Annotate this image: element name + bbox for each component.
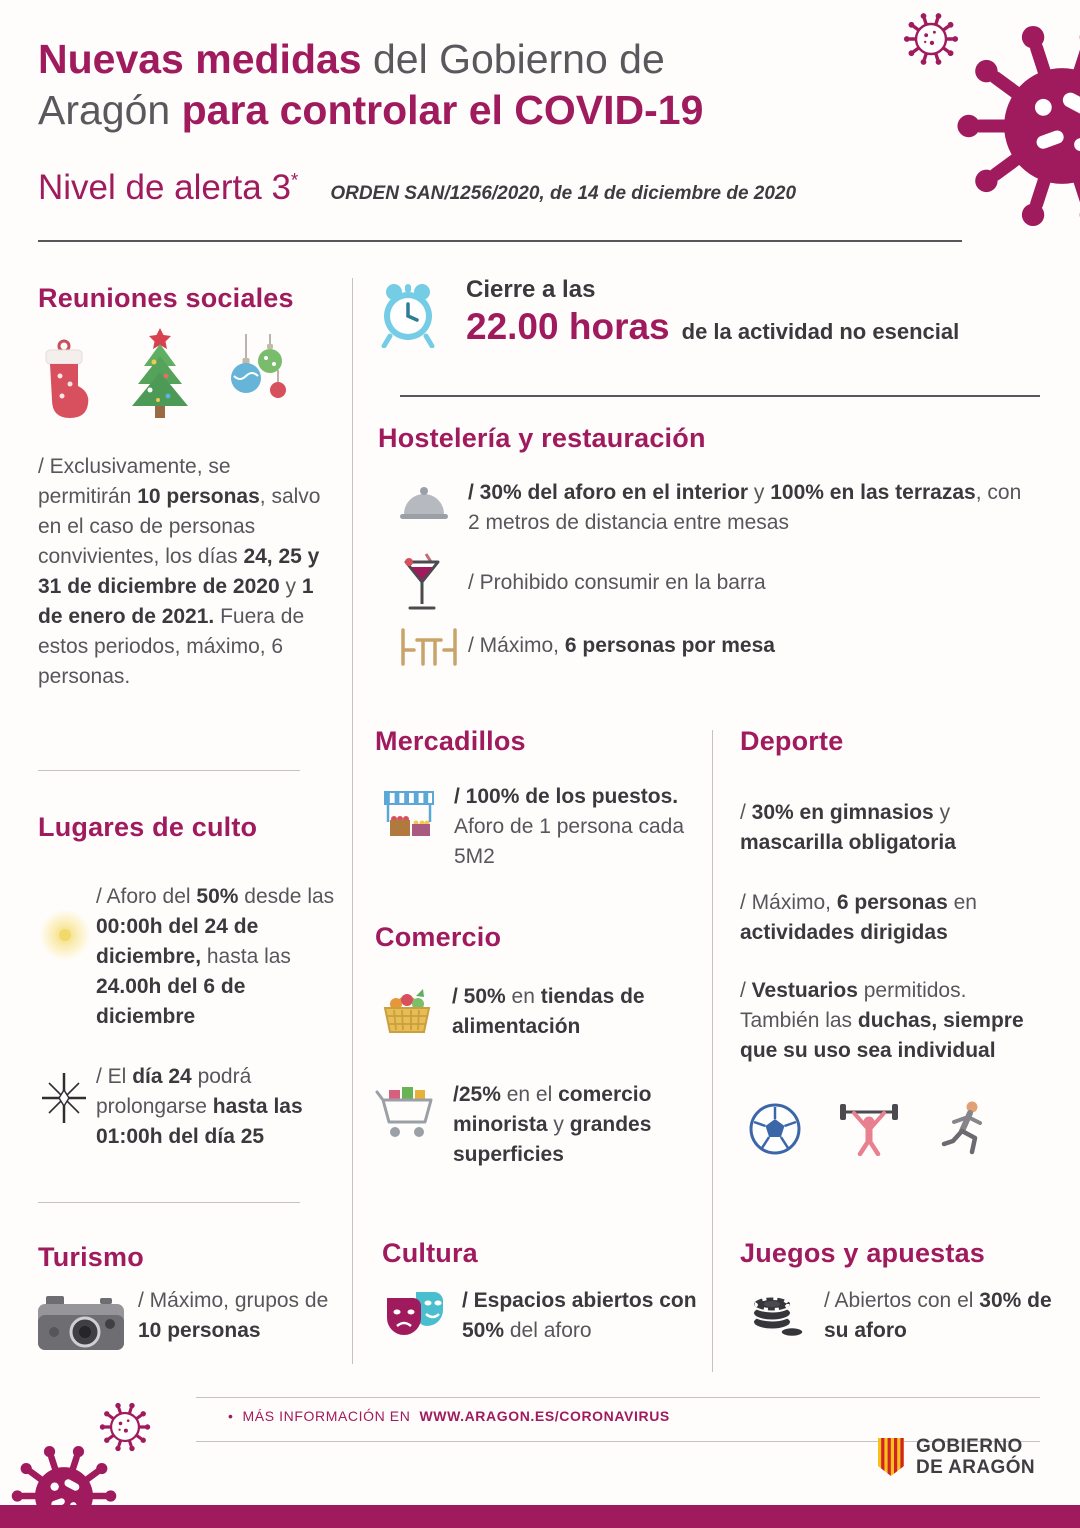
hospitality-item-bar [402,552,1042,621]
section-heading-hosteleria: Hostelería y restauración [378,423,706,453]
running-icon [936,1098,992,1156]
logo-line-1: GOBIERNO [916,1436,1023,1457]
table-chairs-icon [398,626,460,668]
hospitality-item-table-text: / Máximo, 6 personas por mesa [468,634,775,657]
footer-url[interactable]: WWW.ARAGON.ES/CORONAVIRUS [419,1408,670,1424]
worship-item-capacity-text: / Aforo del 50% desde las 00:00h del 24 de diciembre, hasta las 24.00h del 6 de diciembre [96,885,335,1028]
commerce-item-food [380,982,692,1042]
footer-info-label: MÁS INFORMACIÓN EN [242,1408,411,1424]
logo-text [916,1436,1035,1478]
grocery-basket-icon [380,984,434,1036]
hospitality-item-table [398,626,1038,673]
section-heading-reuniones-sociales: Reuniones sociales [38,283,294,313]
christmas-icons [38,326,290,426]
hospitality-item-capacity-text: / 30% del aforo en el interior y 100% en las terrazas, con 2 metros de distancia entre mesas [468,481,1022,534]
markets-item-text: / 100% de los puestos. Aforo de 1 persona cada 5M2 [454,785,684,868]
commerce-item-retail-text: /25% en el comercio minorista y grandes superficies [453,1083,652,1166]
gambling-item-text: / Abiertos con el 30% de su aforo [824,1289,1052,1342]
gambling-item [748,1286,1053,1346]
header-divider [38,240,962,242]
footer-divider-top [196,1397,1040,1398]
culture-item-text: / Espacios abiertos con 50% del aforo [462,1289,697,1342]
closure-line1: Cierre a las [466,276,596,303]
weightlifting-icon [838,1100,900,1156]
section-heading-mercadillos: Mercadillos [375,726,526,756]
cocktail-icon [402,552,442,616]
closure-divider [400,395,1040,397]
commerce-item-food-text: / 50% en tiendas de alimentación [452,985,645,1038]
main-vertical-divider [352,278,353,1364]
alert-level-row [38,168,796,208]
poker-chips-icon [748,1288,804,1340]
worship-item-extension [38,1062,340,1152]
alert-level: Nivel de alerta 3* [38,168,299,207]
gobierno-aragon-logo [876,1436,1035,1478]
commerce-item-retail [375,1080,693,1170]
footer-bullet: • [228,1408,234,1424]
shopping-cart-icon [375,1084,439,1142]
culture-item [382,1286,704,1349]
tourism-item-text: / Máximo, grupos de 10 personas [138,1289,329,1342]
reuniones-sociales-text: / Exclusivamente, se permitirán 10 personas, salvo en el caso de personas convivientes, los días 24, 25 y 31 de diciembre de 2020 y 1 de enero de 2021. Fuera de estos periodos, máximo, 6 personas. [38,455,321,688]
alert-asterisk: * [290,170,299,192]
worship-item-extension-text: / El día 24 podrá prolongarse hasta las 01:00h del día 25 [96,1065,303,1148]
logo-line-2: DE ARAGÓN [916,1457,1036,1478]
baubles-icon [226,334,290,426]
title-line-1: Nuevas medidas del Gobierno de [38,36,665,82]
left-divider-1 [38,770,300,771]
star-icon [38,1072,90,1124]
theater-masks-icon [382,1288,448,1344]
tourism-item [38,1286,350,1357]
stocking-icon [38,338,94,426]
bottom-accent-bar [0,1505,1080,1528]
aragon-shield-icon [876,1436,906,1478]
sport-item-groups: / Máximo, 6 personas en actividades dirigidas [740,891,977,944]
markets-item [380,782,692,872]
alarm-clock-icon [378,280,438,348]
closure-line2 [466,306,959,348]
order-reference: ORDEN SAN/1256/2020, de 14 de diciembre de 2020 [330,183,797,204]
section-heading-cultura: Cultura [382,1238,478,1268]
closure-time: 22.00 horas [466,306,670,347]
serving-cloche-icon [398,482,450,524]
section-heading-turismo: Turismo [38,1242,144,1272]
hospitality-item-bar-text: / Prohibido consumir en la barra [468,571,766,594]
sport-icons-row [748,1098,992,1156]
footer-info [228,1408,670,1424]
section-heading-comercio: Comercio [375,922,502,952]
sport-item-lockers: / Vestuarios permitidos. También las duchas, siempre que su uso sea individual [740,979,1024,1062]
hospitality-item-capacity [398,478,1046,538]
market-stall-icon [380,786,438,844]
candle-glow-icon [38,908,92,962]
christmas-tree-icon [120,326,200,426]
virus-solid-icon [948,14,1080,238]
left-divider-2 [38,1202,300,1203]
title-line-2: Aragón para controlar el COVID-19 [38,87,704,133]
football-icon [748,1102,802,1156]
sport-item-gyms: / 30% en gimnasios y mascarilla obligatoria [740,801,956,854]
camera-icon [38,1294,124,1352]
section-heading-deporte: Deporte [740,726,844,756]
section-heading-juegos: Juegos y apuestas [740,1238,986,1268]
worship-item-capacity [38,882,340,1032]
sub-vertical-divider [712,730,713,1372]
page-title [38,34,948,136]
section-heading-lugares-de-culto: Lugares de culto [38,812,258,842]
closure-rest: de la actividad no esencial [681,319,960,344]
closure-banner [378,276,1043,353]
